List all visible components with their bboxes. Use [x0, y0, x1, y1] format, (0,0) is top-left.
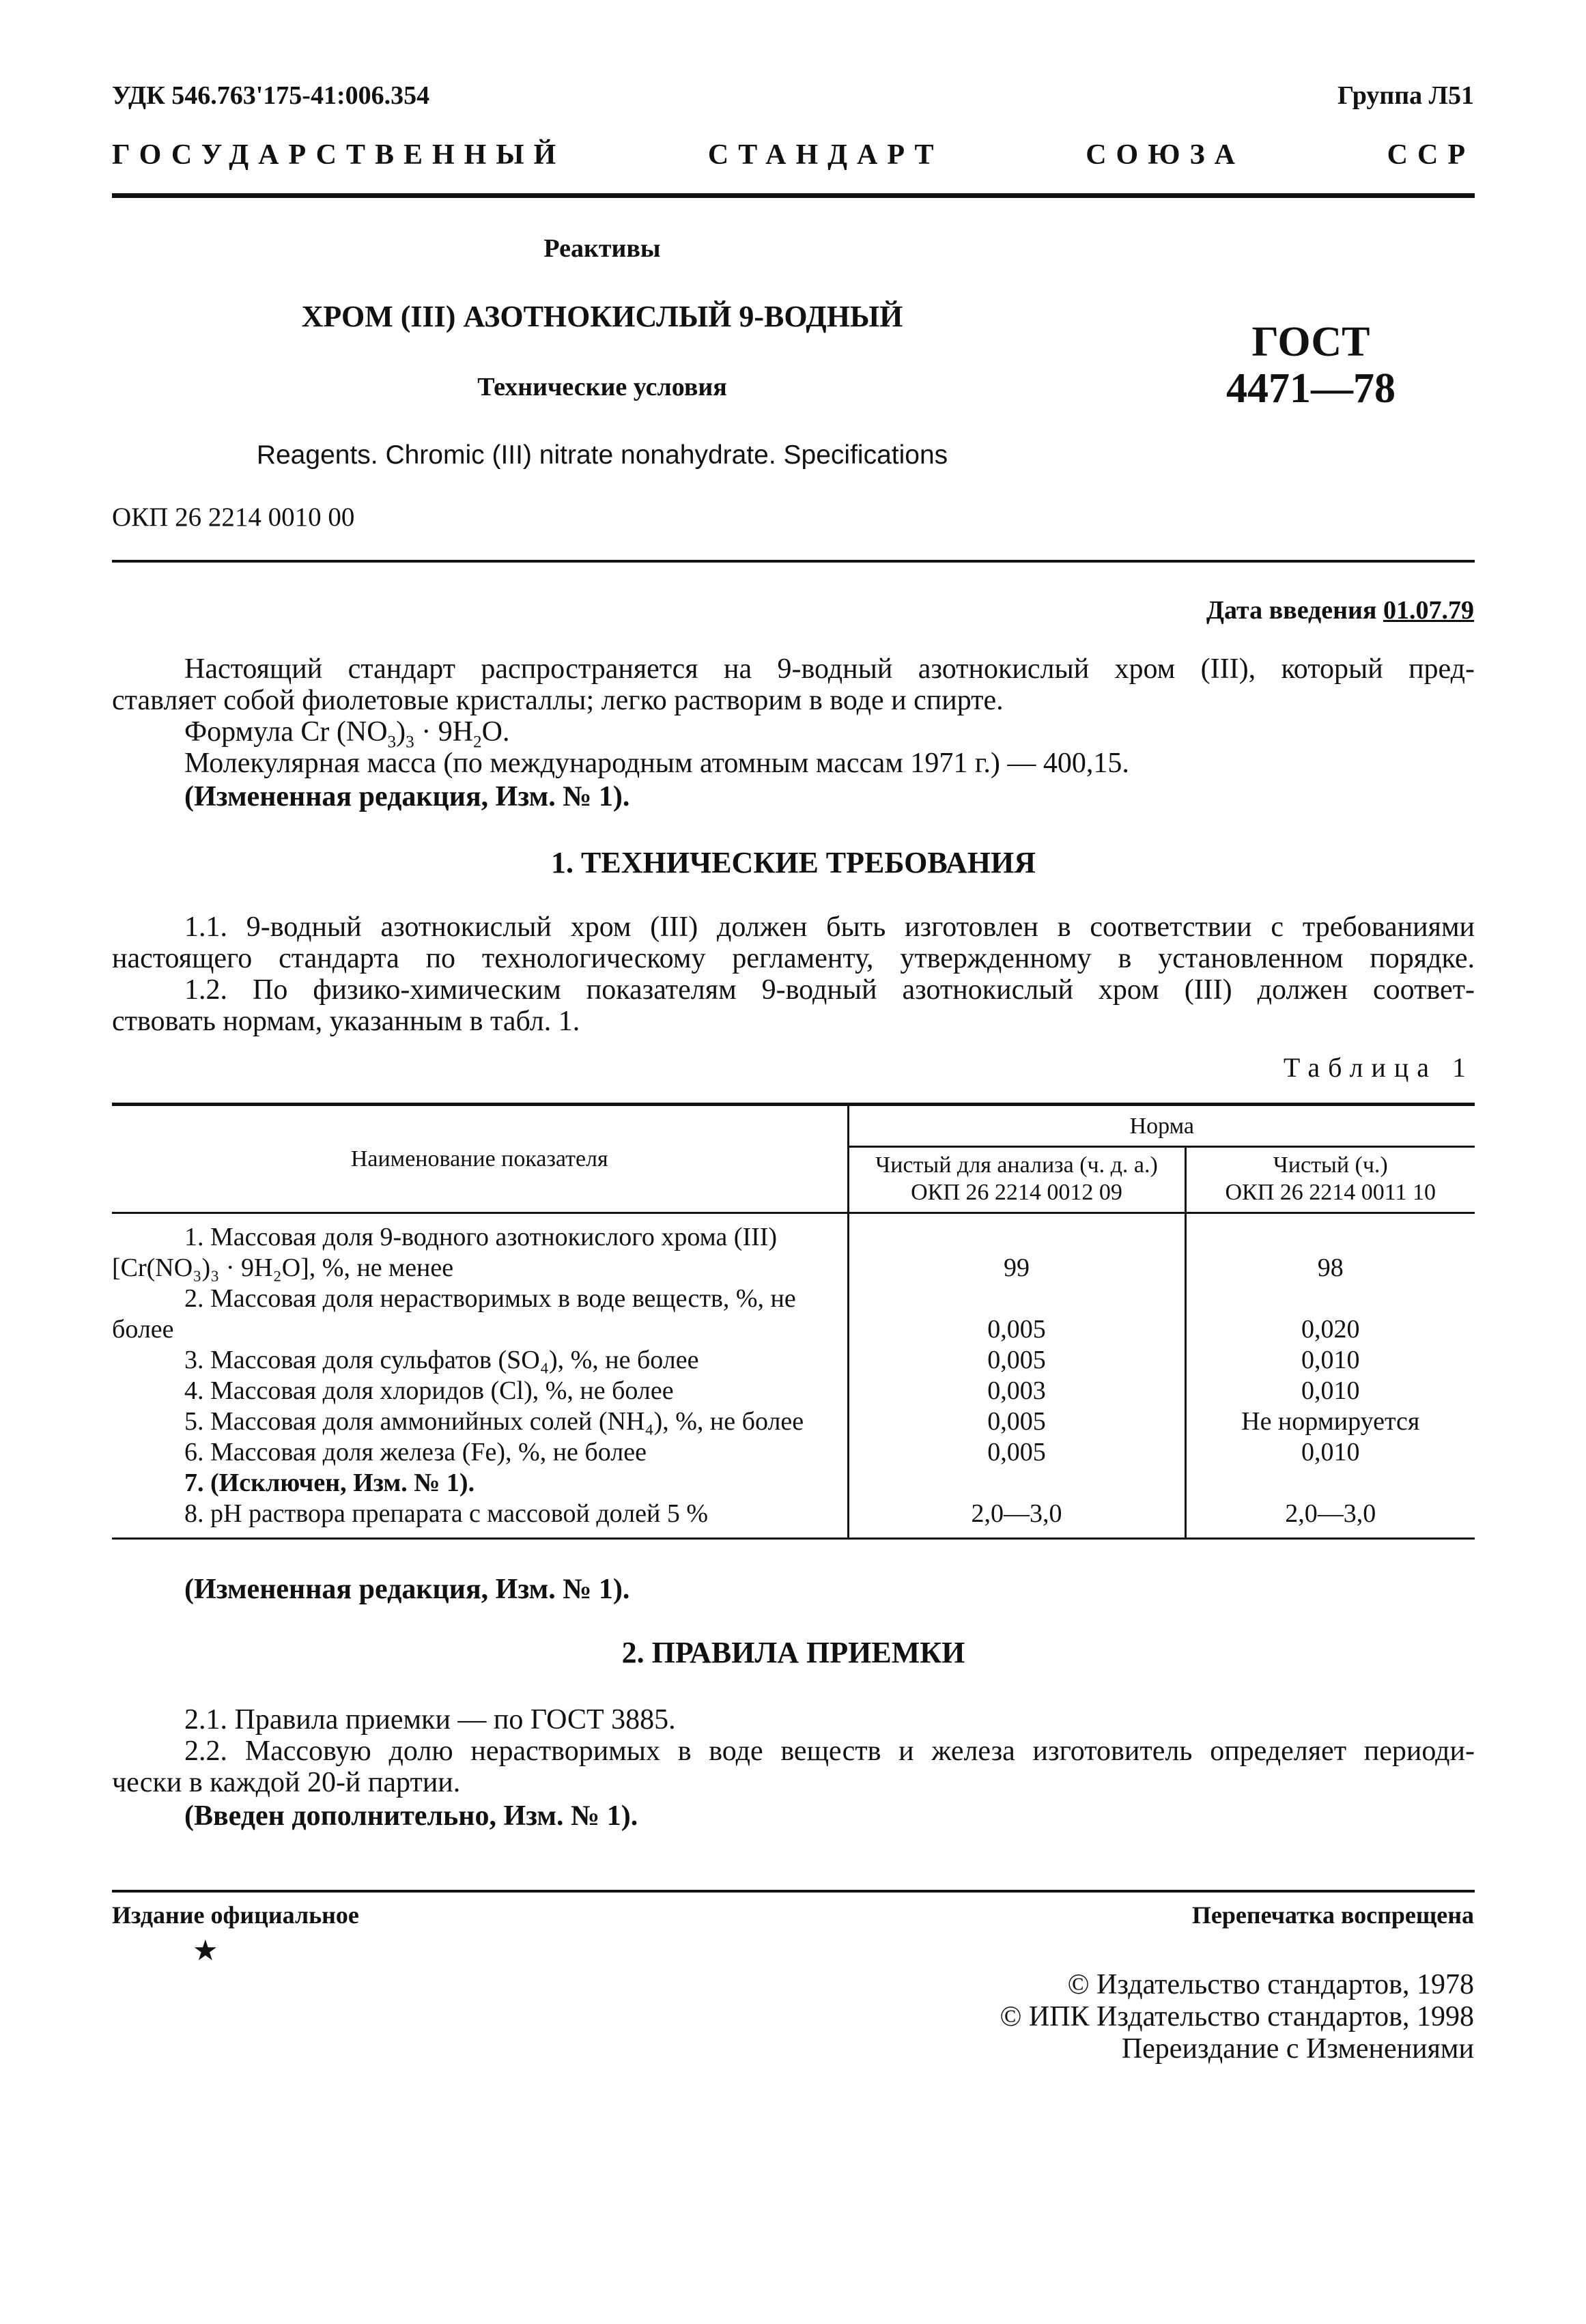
state-standard-banner: ГОСУДАРСТВЕННЫЙ СТАНДАРТ СОЮЗА ССР: [112, 139, 1475, 171]
cell-value: 0,005: [987, 1315, 1046, 1344]
col-norm-header: Норма: [848, 1105, 1475, 1147]
row-name-line1: 4. Массовая доля хлоридов (Cl), %, не более: [184, 1376, 674, 1405]
intro-para-line2: ставляет собой фиолетовые кристаллы; легко растворим в воде и спирте.: [112, 685, 1004, 716]
formula-sub: 3: [387, 733, 397, 752]
col-pure-header: [1185, 1147, 1475, 1213]
reprint-notice: Перепечатка воспрещена: [1191, 1901, 1474, 1929]
formula-prefix: Формула Cr (NO: [184, 716, 388, 748]
row-name-line1: 8. pH раствора препарата с массовой долей 5 %: [184, 1499, 708, 1528]
value-pure: [1185, 1499, 1475, 1539]
table-row: [112, 1345, 1475, 1376]
row-name-line1: 3. Массовая доля сульфатов (SO₄), %, не более: [184, 1346, 699, 1374]
row-name: [112, 1499, 848, 1539]
gost-label: ГОСТ: [1251, 319, 1370, 365]
col-pure-line1: Чистый (ч.): [1273, 1152, 1388, 1178]
cell-value: 0,003: [987, 1376, 1046, 1405]
cell-value: 0,010: [1301, 1438, 1360, 1466]
group-code: Группа Л51: [1337, 81, 1474, 110]
row-name-line1: 5. Массовая доля аммонийных солей (NH₄), %, не более: [184, 1407, 804, 1436]
table-caption: Таблица 1: [1283, 1052, 1474, 1083]
value-pure-analysis: [848, 1376, 1185, 1406]
value-pure-analysis: [848, 1345, 1185, 1376]
table-row: [112, 1284, 1475, 1345]
value-pure-analysis: [848, 1437, 1185, 1468]
category-label: Реактивы: [543, 234, 661, 263]
table-row: [112, 1437, 1475, 1468]
cell-value: Не нормируется: [1241, 1407, 1420, 1436]
row-name: [112, 1376, 848, 1406]
section2-p22-line1: 2.2. Массовую долю нерастворимых в воде веществ и железа изготовитель определяет периоди-: [184, 1735, 1475, 1767]
cell-value: 98: [1317, 1253, 1344, 1282]
value-pure: [1185, 1284, 1475, 1345]
section2-p22-line2: чески в каждой 20-й партии.: [112, 1767, 461, 1798]
row-name: [112, 1213, 848, 1284]
official-edition: Издание официальное: [112, 1901, 359, 1929]
section2-p21: 2.1. Правила приемки — по ГОСТ 3885.: [184, 1704, 676, 1735]
row-name-line1: 7. (Исключен, Изм. № 1).: [184, 1469, 475, 1497]
okp-code: ОКП 26 2214 0010 00: [112, 502, 355, 532]
row-name-line1: 6. Массовая доля железа (Fe), %, не более: [184, 1438, 647, 1466]
section1-p12-line1: 1.2. По физико-химическим показателям 9-водный азотнокислый хром (III) должен соответ-: [184, 974, 1475, 1006]
col-pure-analysis-line2: ОКП 26 2214 0012 09: [911, 1180, 1122, 1205]
cell-value: 0,005: [987, 1346, 1046, 1374]
copyright-1978: © Издательство стандартов, 1978: [1067, 1969, 1474, 2000]
formula-sub: 3: [406, 733, 414, 752]
document-subtitle: Технические условия: [477, 373, 727, 401]
table-edit-note: (Измененная редакция, Изм. № 1).: [184, 1574, 630, 1605]
title-rule: [112, 560, 1475, 563]
row-name-line1: 1. Массовая доля 9-водного азотнокислого хрома (III): [184, 1223, 778, 1251]
formula-end: O.: [481, 716, 510, 748]
header-rule: [112, 193, 1475, 198]
row-name-line2: более: [112, 1315, 174, 1344]
requirements-table: [112, 1103, 1475, 1540]
section1-heading: 1. ТЕХНИЧЕСКИЕ ТРЕБОВАНИЯ: [551, 846, 1036, 879]
col-name-header: Наименование показателя: [112, 1105, 848, 1213]
footer-rule: [112, 1890, 1475, 1893]
value-pure: [1185, 1406, 1475, 1437]
udk-code: УДК 546.763'175-41:006.354: [112, 81, 430, 110]
row-name-line1: 2. Массовая доля нерастворимых в воде веществ, %, не: [184, 1284, 796, 1313]
cell-value: 2,0—3,0: [1285, 1499, 1376, 1528]
row-name: [112, 1406, 848, 1437]
cell-value: 2,0—3,0: [971, 1499, 1062, 1528]
intro-para-line1: Настоящий стандарт распространяется на 9-водный азотнокислый хром (III), который пред-: [184, 653, 1475, 685]
cell-value: 0,010: [1301, 1376, 1360, 1405]
row-name: [112, 1437, 848, 1468]
value-pure-analysis: [848, 1406, 1185, 1437]
value-pure: [1185, 1468, 1475, 1499]
date-label: Дата введения: [1206, 596, 1377, 625]
table-row: [112, 1468, 1475, 1499]
value-pure-analysis: [848, 1213, 1185, 1284]
section1-p11-line2: настоящего стандарта по технологическому регламенту, утвержденному в установленном порядке.: [112, 943, 1475, 974]
gost-number: 4471—78: [1226, 365, 1396, 412]
section1-p11-line1: 1.1. 9-водный азотнокислый хром (III) должен быть изготовлен в соответствии с требованиями: [184, 911, 1475, 943]
formula-mid: ): [396, 716, 406, 748]
value-pure: [1185, 1345, 1475, 1376]
formula-mid2: · 9H: [414, 716, 474, 748]
cell-value: 0,005: [987, 1438, 1046, 1466]
star-icon: ★: [193, 1936, 218, 1967]
date-value: 01.07.79: [1383, 596, 1474, 625]
col-pure-line2: ОКП 26 2214 0011 10: [1225, 1180, 1436, 1205]
intro-date: [1206, 595, 1474, 625]
value-pure: [1185, 1437, 1475, 1468]
intro-edit-note: (Измененная редакция, Изм. № 1).: [184, 781, 630, 812]
table-row: [112, 1213, 1475, 1284]
document-title: ХРОМ (III) АЗОТНОКИСЛЫЙ 9-ВОДНЫЙ: [301, 300, 903, 333]
cell-value: 0,020: [1301, 1315, 1360, 1344]
row-name: [112, 1345, 848, 1376]
value-pure: [1185, 1213, 1475, 1284]
english-title: Reagents. Chromic (III) nitrate nonahydrate. Specifications: [256, 440, 948, 470]
value-pure-analysis: [848, 1468, 1185, 1499]
table-body: [112, 1213, 1475, 1539]
row-name: [112, 1468, 848, 1499]
section2-note: (Введен дополнительно, Изм. № 1).: [184, 1800, 638, 1832]
cell-value: 99: [1004, 1253, 1030, 1282]
molecular-mass-line: Молекулярная масса (по международным атомным массам 1971 г.) — 400,15.: [184, 748, 1129, 779]
section2-heading: 2. ПРАВИЛА ПРИЕМКИ: [621, 1636, 965, 1669]
row-name-line2: [Cr(NO₃)₃ · 9H₂O], %, не менее: [112, 1253, 454, 1282]
value-pure-analysis: [848, 1284, 1185, 1345]
table-row: [112, 1406, 1475, 1437]
formula-sub: 2: [473, 733, 482, 752]
table-row: [112, 1376, 1475, 1406]
copyright-1998: © ИПК Издательство стандартов, 1998: [1000, 2001, 1474, 2032]
section1-p12-line2: ствовать нормам, указанным в табл. 1.: [112, 1006, 580, 1037]
cell-value: 0,005: [987, 1407, 1046, 1436]
row-name: [112, 1284, 848, 1345]
formula-line: [184, 716, 510, 752]
reissue-note: Переиздание с Изменениями: [1121, 2033, 1474, 2065]
col-pure-analysis-header: [848, 1147, 1185, 1213]
col-pure-analysis-line1: Чистый для анализа (ч. д. а.): [875, 1152, 1158, 1178]
cell-value: 0,010: [1301, 1346, 1360, 1374]
table-row: [112, 1499, 1475, 1539]
value-pure: [1185, 1376, 1475, 1406]
value-pure-analysis: [848, 1499, 1185, 1539]
